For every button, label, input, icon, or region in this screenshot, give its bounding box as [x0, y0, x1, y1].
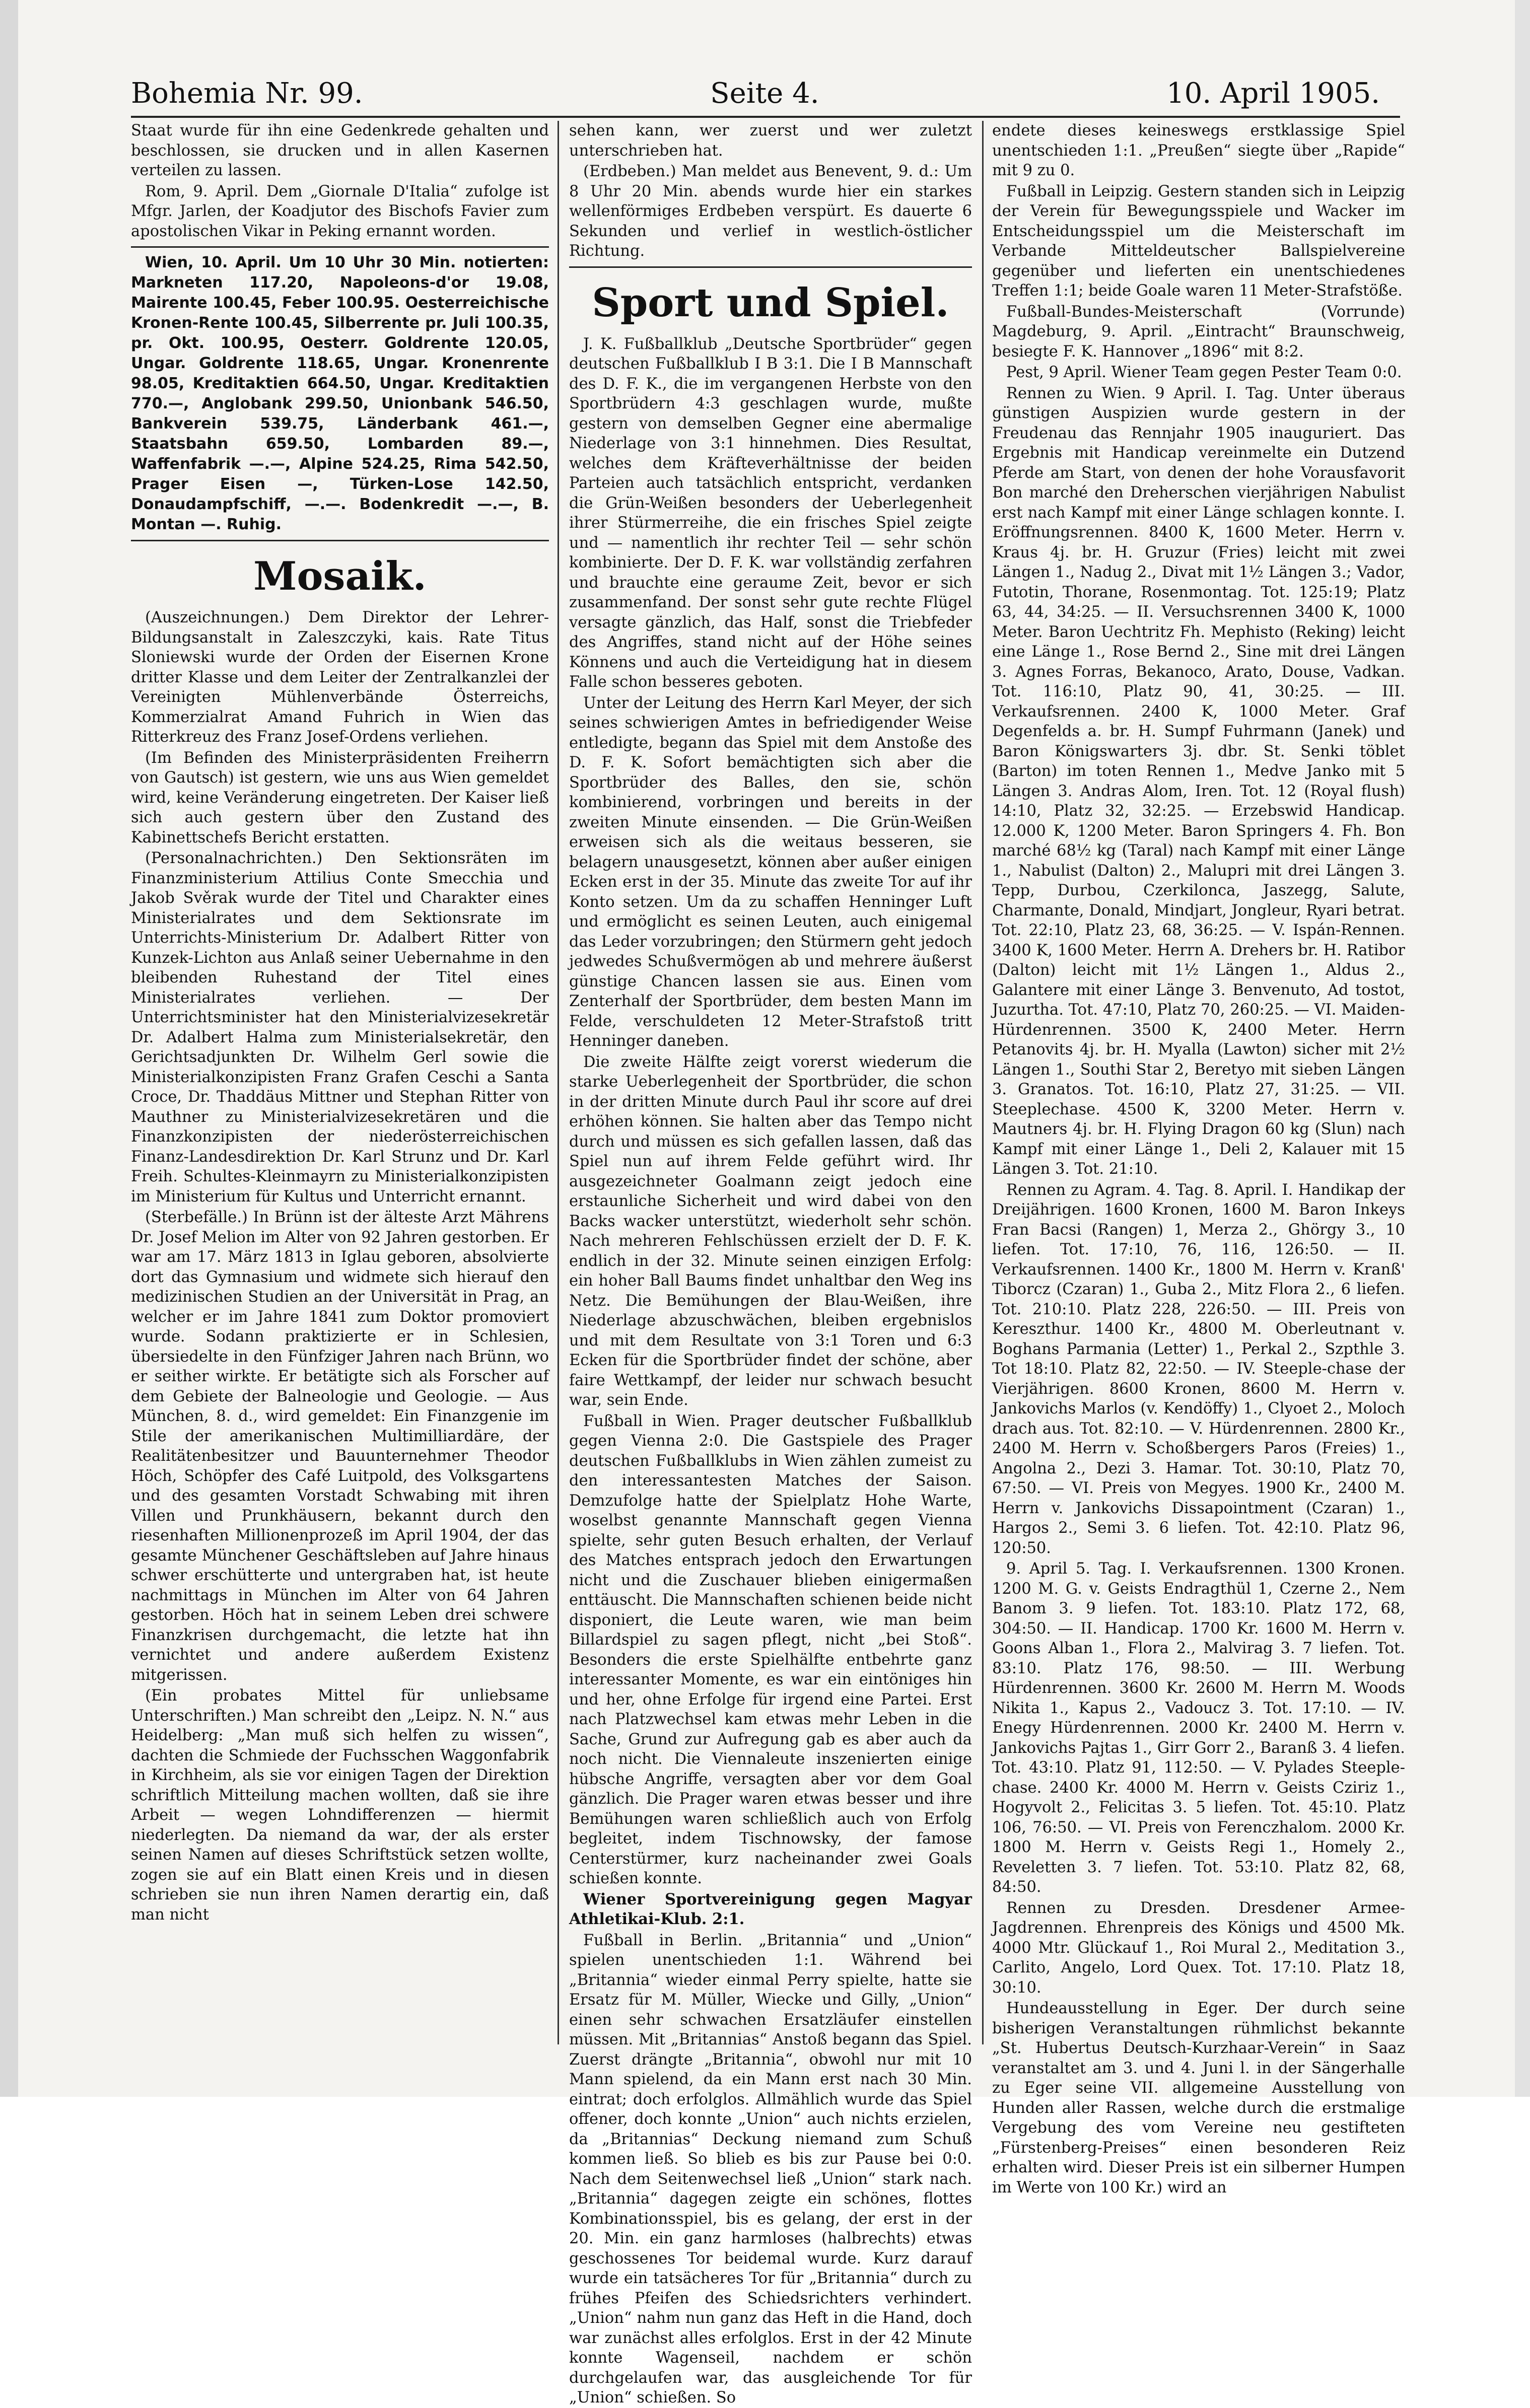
article-text: Die zweite Hälfte zeigt vorerst wiederum die starke Ueberlegenheit der Sportbrüder, die schon in der dritten Minute durch Paul ihr score auf drei erhöhen können. Sie halten aber das Tempo nicht durch und müssen es sich gefallen lassen, daß das Spiel nun auf ihrem Felde geführt wird. Ihr ausgezeichneter Goalmann zeigt jedoch eine erstaunliche Sicherheit und wird dabei von den Backs wacker unterstützt, wiederholt sehr schön. Nach mehreren Fehlschüssen erzielt der D. F. K. endlich in der 32. Minute seinen einzigen Erfolg: ein hoher Ball Baums findet unhaltbar den Weg ins Netz. Die Bemühungen der Blau-Weißen, ihre Niederlage abzuschwächen, bleiben ergebnislos und mit dem Resultate von 3:1 Toren und 6:3 Ecken für die Sportbrüder findet der schöne, aber faire Wettkampf, der leider nur schwach besucht war, sein Ende.: [569, 1053, 972, 1409]
article-text: endete dieses keineswegs erstklassige Spiel unentschieden 1:1. „Preußen“ siegte über „Rapide“ mit 9 zu 0.: [992, 122, 1405, 179]
column-divider-2: [982, 121, 984, 2044]
article-text: Staat wurde für ihn eine Gedenkrede gehalten und beschlossen, sie drucken und in allen Kasernen verteilen zu lassen.: [131, 122, 549, 179]
section-rule: [131, 540, 549, 541]
column-divider-1: [558, 121, 559, 2044]
header-page-number: Seite 4.: [710, 77, 819, 110]
article-text: (Im Befinden des Ministerpräsidenten Freiherrn von Gautsch) ist gestern, wie uns aus Wien gemeldet wird, keine Veränderung eingetreten. Der Kaiser ließ sich auch gestern über den Zustand des Kabinettschefs Bericht erstatten.: [131, 749, 549, 846]
article-text: Rom, 9. April. Dem „Giornale D'Italia“ zufolge ist Mfgr. Jarlen, der Koadjutor des Bischofs Favier zum apostolischen Vikar in Peking ernannt worden.: [131, 182, 549, 240]
section-title: Mosaik.: [253, 553, 427, 599]
article-text: Rennen zu Wien. 9 April. I. Tag. Unter überaus günstigen Auspizien wurde gestern in der Freudenau das Rennjahr 1905 inauguriert. Das Ergebnis mit Handicap vereinmelte ein Dutzend Pferde am Start, von denen der hohe Vorausfavorit Bon marché den Dreherschen vierjährigen Nabulist erst nach Kampf mit einer Länge schlagen konnte. I. Eröffnungsrennen. 8400 K, 1600 Meter. Herrn v. Kraus 4j. br. H. Gruzur (Fries) leicht mit zwei Längen 1., Nadug 2., Divat mit 1½ Längen 3.; Vador, Futotin, Thorane, Rosenmontag. Tot. 125:19; Platz 63, 44, 34:25. — II. Versuchsrennen 3400 K, 1000 Meter. Baron Uechtritz Fh. Mephisto (Reking) leicht eine Länge 1., Rose Bernd 2., Sine mit drei Längen 3. Agnes Forras, Bekanoco, Arato, Douse, Vadkan. Tot. 116:10, Platz 90, 41, 30:25. — III. Verkaufsrennen. 2400 K, 1000 Meter. Graf Degenfelds a. br. H. Sumpf Fuhrmann (Janek) und Baron Königswarters 3j. dbr. St. Senki töblet (Barton) im toten Rennen 1., Medve Janko mit 5 Längen 3. Andras Alom, Iren. Tot. 12 (Royal flush) 14:10, Platz 32, 32:25. — Erzebswid Handicap. 12.000 K, 1200 Meter. Baron Springers 4. Fh. Bon marché 68½ kg (Taral) nach Kampf mit einer Länge 1., Nabulist (Dalton) 2., Malupri mit drei Längen 3. Tepp, Durbou, Czerkilonca, Jaszegg, Salute, Charmante, Donald, Mindjart, Jongleur, Ryari betrat. Tot. 22:10, Platz 23, 68, 36:25. — V. Ispán-Rennen. 3400 K, 1600 Meter. Herrn A. Drehers br. H. Ratibor (Dalton) leicht mit 1½ Längen 1., Aldus 2., Galantere mit einer Länge 3. Benvenuto, Ad tostot, Juzurtha. Tot. 47:10, Platz 70, 260:25. — VI. Maiden-Hürdenrennen. 3500 K, 2400 Meter. Herrn Petanovits 4j. br. H. Myalla (Lawton) sicher mit 2½ Längen 1., Southi Star 2, Beretyo mit sieben Längen 3. Granatos. Tot. 16:10, Platz 27, 31:25. — VII. Steeplechase. 4500 K, 3200 Meter. Herrn v. Mautners 4j. br. H. Flying Dragon 60 kg (Slun) nach Kampf mit einer Länge 1., Deli 2, Kalauer mit 15 Längen 3. Tot. 21:10.: [992, 384, 1405, 1178]
section-rule: [569, 266, 972, 268]
article-text: Fußball-Bundes-Meisterschaft (Vorrunde) Magdeburg, 9. April. „Eintracht“ Braunschweig, besiegte F. K. Hannover „1896“ mit 8:2.: [992, 303, 1405, 361]
article-text: Rennen zu Dresden. Dresdener Armee-Jagdrennen. Ehrenpreis des Königs und 4500 Mk. 4000 Mtr. Glückauf 1., Roi Mural 2., Meditation 3., Carlito, Angelo, Lord Quex. Tot. 17:10. Platz 18, 30:10.: [992, 1899, 1405, 1997]
column-1: [131, 121, 549, 2044]
article-text: Rennen zu Agram. 4. Tag. 8. April. I. Handikap der Dreijährigen. 1600 Kronen, 1600 M. Baron Inkeys Fran Bacsi (Rangen) 1, Merza 2., Ghörgy 3., 10 liefen. Tot. 17:10, 76, 116, 126:50. — II. Verkaufsrennen. 1400 Kr., 1800 M. Herrn v. Kranß' Tiborcz (Czaran) 1., Guba 2., Mitz Flora 2., 6 liefen. Tot. 210:10. Platz 228, 226:50. — III. Preis von Kereszthur. 1400 Kr., 4800 M. Oberleutnant v. Boghans Parmania (Letter) 1., Perkal 2., Szpthle 3. Tot 18:10. Platz 82, 22:50. — IV. Steeple-chase der Vierjährigen. 8600 Kronen, 8600 M. Herrn v. Jankovichs Marlos (v. Kendöffy) 1., Clyoet 2., Moloch drach aus. Tot. 82:10. — V. Hürdenrennen. 2800 Kr., 2400 M. Herrn v. Schoßbergers Paros (Freies) 1., Angolna 2., Dezi 3. Hamar. Tot. 30:10, Platz 70, 67:50. — VI. Preis von Megyes. 1900 Kr., 2400 M. Herrn v. Jankovichs Dissapointment (Czaran) 1., Hargos 2., Semi 3. 6 liefen. Tot. 42:10. Platz 96, 120:50.: [992, 1181, 1405, 1557]
article-text: sehen kann, wer zuerst und wer zuletzt unterschrieben hat.: [569, 122, 972, 160]
article-text: (Sterbefälle.) In Brünn ist der älteste Arzt Mährens Dr. Josef Melion im Alter von 92 Jahren gestorben. Er war am 17. März 1813 in Iglau geboren, absolvierte dort das Gymnasium und widmete sich hierauf den medizinischen Studien an der Universität in Prag, an welcher er im Jahre 1841 zum Doktor promoviert wurde. Sodann praktizierte er in Schlesien, übersiedelte in den Fünfziger Jahren nach Brünn, wo er seither wirkte. Er betätigte sich als Forscher auf dem Gebiete der Balneologie und Geologie. — Aus München, 8. d., wird gemeldet: Ein Finanzgenie im Stile der amerikanischen Multimilliardäre, der Realitätenbesitzer und Bauunternehmer Theodor Höch, Schöpfer des Café Luitpold, des Volksgartens und des gesamten Vorstadt Schwabing mit ihren Villen und Prunkhäusern, bekannt durch den riesenhaften Millionenprozeß im April 1904, der das gesamte Münchener Geschäftsleben auf Jahre hinaus schwer erschütterte und untergraben hat, ist heute nachmittags in München im Alter von 64 Jahren gestorben. Höch hat in seinem Leben drei schwere Finanzkrisen durchgemacht, die letzte hat ihn vernichtet und andere außerdem Existenz mitgerissen.: [131, 1209, 549, 1684]
article-text: Hundeausstellung in Eger. Der durch seine bisherigen Veranstaltungen rühmlichst bekannte „St. Hubertus Deutsch-Kurzhaar-Verein“ in Saaz veranstaltet am 3. und 4. Juni l. in der Sängerhalle zu Eger seine VII. allgemeine Ausstellung von Hunden aller Rassen, welche durch die erstmalige Vergebung des vom Vereine neu gestifteten „Fürstenberg-Preises“ einen besonderen Reiz erhalten wird. Dieser Preis ist ein silberner Humpen im Werte von 100 Kr.) wird an: [992, 2000, 1405, 2197]
page-header: [131, 76, 1380, 111]
article-text: Fußball in Berlin. „Britannia“ und „Union“ spielen unentschieden 1:1. Während bei „Britannia“ wieder einmal Perry spielte, hatte sie Ersatz für M. Müller, Wiecke und Gilly, „Union“ einen sehr schwachen Ersatzläufer einstellen müssen. Mit „Britannias“ Anstoß begann das Spiel. Zuerst drängte „Britannia“, obwohl nur mit 10 Mann spielend, da ein Mann erst nach 30 Min. eintrat; doch erfolglos. Allmählich wurde das Spiel offener, doch konnte „Union“ auch nichts erzielen, da „Britannias“ Deckung niemand zum Schuß kommen ließ. So blieb es bis zur Pause bei 0:0. Nach dem Seitenwechsel ließ „Union“ stark nach. „Britannia“ dagegen zeigte ein schönes, flottes Kombinationsspiel, bis es gelang, der erst in der 20. Min. ein ganz harmloses (halbrechts) etwas geschossenes Tor beidemal wurde. Kurz darauf wurde ein tatsächeres Tor für „Britannia“ durch zu frühes Pfeifen des Schiedsrichters verhindert. „Union“ nahm nun ganz das Heft in die Hand, doch war zunächst alles erfolglos. Erst in der 42 Minute konnte Wagenseil, nachdem er schön durchgelaufen war, das ausgleichende Tor für „Union“ schießen. So: [569, 1931, 972, 2406]
article-text: Unter der Leitung des Herrn Karl Meyer, der sich seines schwierigen Amtes in befriedigender Weise entledigte, begann das Spiel mit dem Anstoße des D. F. K. Sofort bemächtigten sich aber die Sportbrüder des Balles, den sie, schön kombinierend, vorbringen und bereits in der zweiten Minute einsenden. — Die Grün-Weißen erweisen sich als die weitaus besseren, sie belagern unausgesetzt, können aber außer einigen Ecken erst in der 35. Minute das zweite Tor auf ihr Konto setzen. Um da zu schaffen Henninger Luft und ermöglicht es seinen Leuten, auch einigemal das Leder vorzubringen; den Stürmern geht jedoch jedwedes Schußvermögen ab und mehrere äußerst günstige Chancen lassen sie aus. Einen vom Zenterhalf der Sportbrüder, dem besten Mann im Felde, verschuldeten 12 Meter-Strafstoß tritt Henninger daneben.: [569, 694, 972, 1050]
section-heading: [569, 279, 972, 327]
article-text: (Personalnachrichten.) Den Sektionsräten im Finanzministerium Attilius Conte Smecchia und Jakob Svěrak wurde der Titel und Charakter eines Ministerialrates und dem Sektionsrate im Unterrichts-Ministerium Dr. Adalbert Ritter von Kunzek-Lichton aus Anlaß seiner Uebernahme in den bleibenden Ruhestand der Titel eines Ministerialrates verliehen. — Der Unterrichtsminister hat den Ministerialvizesekretär Dr. Adalbert Halma zum Ministerialsekretär, den Gerichtsadjunkten Dr. Wilhelm Gerl sowie die Ministerialkonzipisten Franz Grafen Ceschi a Santa Croce, Dr. Thaddäus Mittner und Stephan Ritter von Mauthner zu Ministerialvizesekretären und die Finanzkonzipisten der niederösterreichischen Finanz-Landesdirektion Dr. Karl Strunz und Dr. Karl Freih. Schultes-Kleinmayrn zu Ministerialkonzipisten im Ministerium für Kultus und Unterricht ernannt.: [131, 849, 549, 1206]
section-title: Sport und Spiel.: [592, 279, 949, 326]
article-text: 9. April 5. Tag. I. Verkaufsrennen. 1300 Kronen. 1200 M. G. v. Geists Endragthül 1, Czerne 2., Nem Banom 3. 9 liefen. Tot. 183:10. Platz 172, 68, 304:50. — II. Handicap. 1700 Kr. 1600 M. Herrn v. Goons Alban 1., Flora 2., Malvirag 3. 7 liefen. Tot. 83:10. Platz 176, 98:50. — III. Werbung Hürdenrennen. 3600 Kr. 2600 M. Herrn M. Woods Nikita 1., Kapus 2., Vadoucz 3. Tot. 17:10. — IV. Enegy Hürdenrennen. 2000 Kr. 2400 M. Herrn v. Jankovichs Pajtas 1., Girr Gorr 2., Baranß 3. 4 liefen. Tot. 43:10. Platz 91, 112:50. — V. Pylades Steeple-chase. 2400 Kr. 4000 M. Herrn v. Geists Cziriz 1., Hogyvolt 2., Felicitas 3. 5 liefen. Tot. 45:10. Platz 106, 76:50. — VI. Preis von Ferenczhalom. 2000 Kr. 1800 M. Herrn v. Geists Regi 1., Homely 2., Reveletten 3. 7 liefen. Tot. 53:10. Platz 82, 68, 84:50.: [992, 1560, 1405, 1896]
article-text: J. K. Fußballklub „Deutsche Sportbrüder“ gegen deutschen Fußballklub I B 3:1. Die I B Mannschaft des D. F. K., die im vergangenen Herbste von den Sportbrüdern 4:3 geschlagen wurde, mußte gestern von demselben Gegner eine abermalige Niederlage von 3:1 hinnehmen. Dies Resultat, welches dem Kräfteverhältnisse der beiden Parteien auch tatsächlich entspricht, verdanken die Grün-Weißen besonders der Ueberlegenheit ihrer Stürmerreihe, die ein frisches Spiel zeigte und — namentlich ihr rechter Teil — sehr schön kombinierte. Der D. F. K. war vollständig zerfahren und brauchte eine geraume Zeit, bevor er sich zusammenfand. Der sonst sehr gute rechte Flügel versagte gänzlich, das Half, sonst die Triebfeder des Angriffes, stand nicht auf der Höhe seines Könnens und auch die Verteidigung hat in diesem Falle schon besseres geboten.: [569, 335, 972, 691]
article-text: Pest, 9 April. Wiener Team gegen Pester Team 0:0.: [1006, 364, 1402, 381]
stock-quotes: Wien, 10. April. Um 10 Uhr 30 Min. notierten: Markneten 117.20, Napoleons-d'or 19.08, Mairente 100.45, Feber 100.95. Oesterreichische Kronen-Rente 100.45, Silberrente pr. Juli 100.35, pr. Okt. 100.95, Oesterr. Goldrente 120.05, Ungar. Goldrente 118.65, Ungar. Kronenrente 98.05, Kreditaktien 664.50, Ungar. Kreditaktien 770.—, Anglobank 299.50, Unionbank 546.50, Bankverein 539.75, Länderbank 461.—, Staatsbahn 659.50, Lombarden 89.—, Waffenfabrik —.—, Alpine 524.25, Rima 542.50, Prager Eisen —, Türken-Lose 142.50, Donaudampfschiff, —.—. Bodenkredit —.—, B. Montan —. Ruhig.: [131, 254, 549, 533]
column-3: [992, 121, 1405, 2197]
header-date: 10. April 1905.: [1166, 77, 1380, 110]
article-text: Fußball in Wien. Prager deutscher Fußballklub gegen Vienna 2:0. Die Gastspiele des Prager deutschen Fußballklubs in Wien zählen zumeist zu den interessantesten Matches der Saison. Demzufolge hatte der Spielplatz Hohe Warte, woselbst genannte Mannschaft gegen Vienna spielte, sehr guten Besuch erhalten, der Verlauf des Matches entsprach jedoch den Erwartungen nicht und die Zuschauer blieben einigermaßen enttäuscht. Die Mannschaften schienen beide nicht disponiert, die Leute waren, wie man beim Billardspiel zu sagen pflegt, nicht „bei Stoß“. Besonders die erste Spielhälfte entbehrte ganz interessanter Momente, es war ein eintöniges hin und her, ohne Erfolge für irgend eine Partei. Erst nach Platzwechsel kam etwas mehr Leben in die Sache, Grund zur Aufregung gab es aber auch da noch nicht. Die Viennaleute inszenierten einige hübsche Angriffe, versagten aber vor dem Goal gänzlich. Die Prager waren etwas besser und ihre Bemühungen waren schließlich auch von Erfolg begleitet, indem Tischnowsky, der famose Centerstürmer, kurz nacheinander zwei Goals schießen konnte.: [569, 1412, 972, 1887]
header-issue: Bohemia Nr. 99.: [131, 77, 363, 110]
article-text: Wiener Sportvereinigung gegen Magyar Athletikai-Klub. 2:1.: [569, 1890, 972, 1928]
section-heading: [131, 552, 549, 601]
article-text: (Auszeichnungen.) Dem Direktor der Lehrer-Bildungsanstalt in Zaleszczyki, kais. Rate Titus Sloniewski wurde der Orden der Eisernen Krone dritter Klasse und dem Leiter der Zentralkanzlei der Vereinigten Mühlenverbände Österreichs, Kommerzialrat Amand Fuhrich in Wien das Ritterkreuz des Franz Josef-Ordens verliehen.: [131, 609, 549, 746]
article-text: Fußball in Leipzig. Gestern standen sich in Leipzig der Verein für Bewegungsspiele und Wacker im Entscheidungsspiel um die Meisterschaft im Verbande Mitteldeutscher Ballspielvereine gegenüber und lieferten ein unentschiedenes Treffen 1:1; beide Goale waren 11 Meter-Strafstöße.: [992, 182, 1405, 300]
header-rule: [131, 116, 1400, 118]
article-text: (Erdbeben.) Man meldet aus Benevent, 9. d.: Um 8 Uhr 20 Min. abends wurde hier ein starkes wellenförmiges Erdbeben verspürt. Es dauerte 6 Sekunden und verlief in westlich-östlicher Richtung.: [569, 163, 972, 260]
column-2: [569, 121, 972, 2406]
article-text: (Ein probates Mittel für unliebsame Unterschriften.) Man schreibt den „Leipz. N. N.“ aus Heidelberg: „Man muß sich helfen zu wissen“, dachten die Schmiede der Fuchsschen Waggonfabrik in Kirchheim, als sie vor einigen Tagen der Direktion schriftlich Mitteilung machen wollten, daß sie ihre Arbeit — wegen Lohndifferenzen — hiermit niederlegten. Da niemand da war, der als erster seinen Namen auf dieses Schriftstück setzen wollte, zogen sie auf ein Blatt einen Kreis und in diesen schrieben sie nun ihren Namen derartig ein, daß man nicht: [131, 1687, 549, 1924]
section-rule: [131, 246, 549, 248]
